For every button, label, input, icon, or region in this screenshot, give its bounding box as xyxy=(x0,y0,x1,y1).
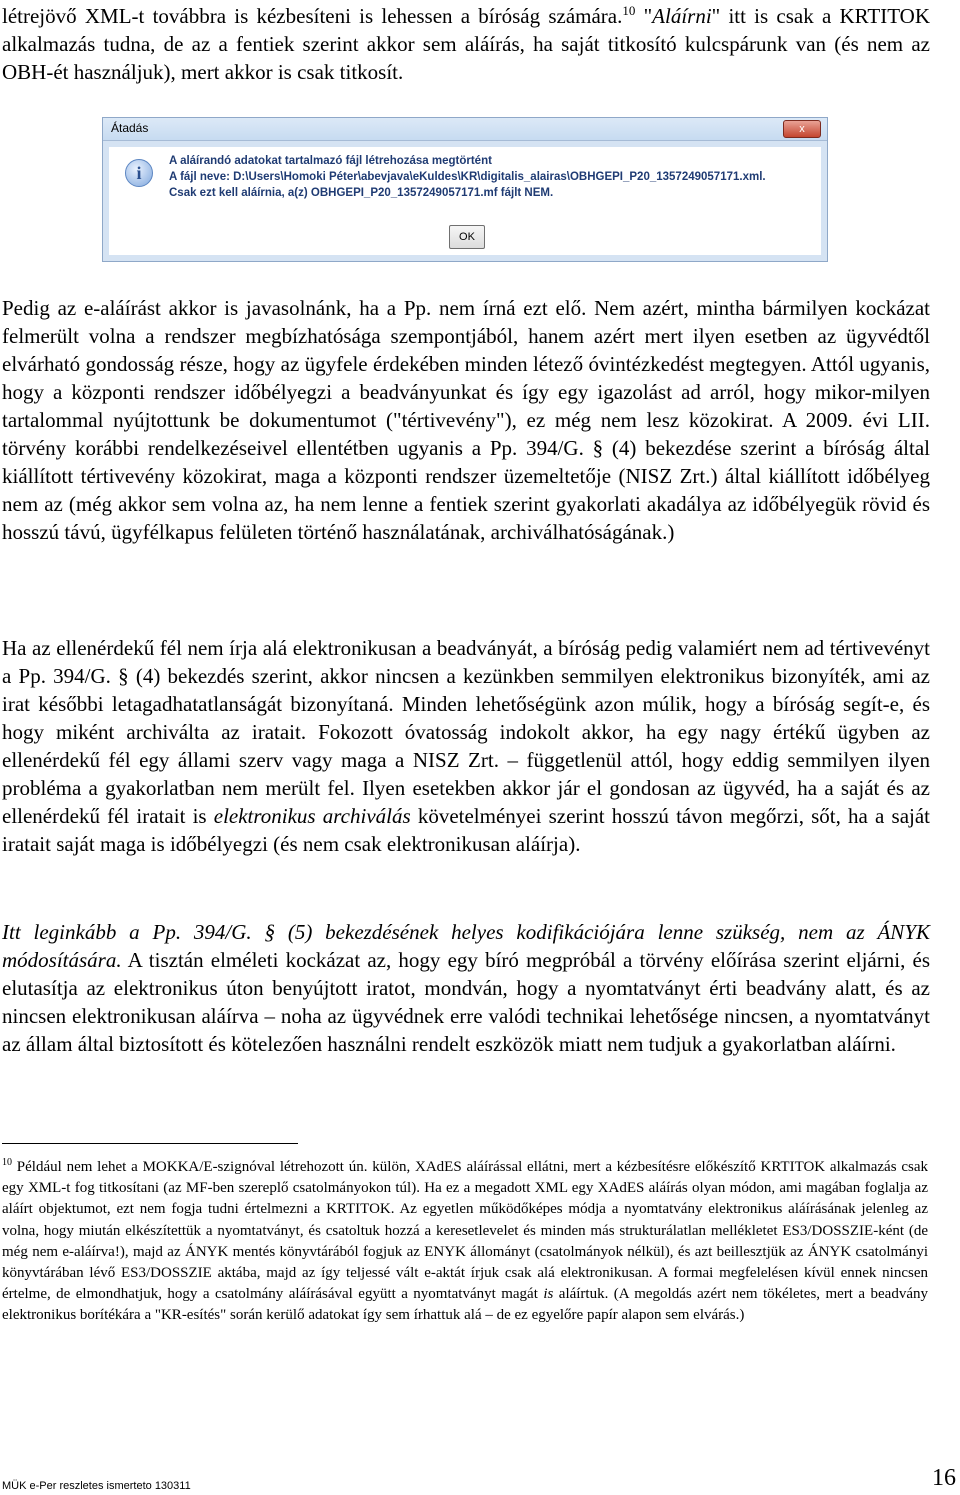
dialog-line: Csak ezt kell aláírnia, a(z) OBHGEPI_P20_1357249057171.mf fájlt NEM. xyxy=(169,187,554,199)
paragraph-italic: Itt leginkább a Pp. 394/G. § (5) bekezdésének helyes kodifikációjára lenne szükség, nem az ÁNYK módosítására. xyxy=(2,920,930,972)
dialog-message xyxy=(169,153,766,201)
intro-paragraph xyxy=(2,2,930,86)
paragraph-text: A tisztán elméleti kockázat az, hogy egy bíró megpróbál a törvény előírása szerint eljárni, és elutasítja az elektronikus úton benyújtott iratot, mondván, hogy a nyomtatványt érti beadvány alatt, és az nincsen elektronikusan aláírva – noha az ügyvédnek erre valódi technikai lehetősége nincsen, a nyomtatványt az állam által biztosított és kötelezően használni rendelt eszközök miatt nem tudjuk a gyakorlatban aláírni. xyxy=(2,948,930,1056)
dialog-title: Átadás xyxy=(111,121,149,135)
dialog-titlebar xyxy=(103,118,827,141)
close-icon: x xyxy=(783,120,821,138)
footnote xyxy=(2,1157,928,1327)
footnote-italic: is xyxy=(543,1286,554,1303)
footnote-ref[interactable]: 10 xyxy=(622,3,636,18)
intro-text: " itt is csak a KRTITOK alkalmazás tudna, de az a fentiek szerint akkor sem aláírás, ha saját titkosító kulcspárunk van (és nem az OBH-ét használjuk), mert akkor is csak titkosít. xyxy=(2,4,930,84)
footnote-number: 10 xyxy=(2,1157,12,1168)
paragraph-text: követelményei szerint hosszú távon megőrzi, sőt, ha a saját iratait saját maga is időbélyegzi (és nem csak elektronikusan aláírja). xyxy=(2,804,931,856)
footnote-separator xyxy=(2,1143,298,1144)
paragraph-text: Ha az ellenérdekű fél nem írja alá elektronikusan a beadványát, a bíróság pedig valamiért nem ad tértivevényt a Pp. 394/G. § (4) bekezdés szerint, akkor nincsen a kezünkben semmilyen elektronikus bizonyíték, ami az irat későbbi letagadhatatlanságát bizonyítaná. Minden lehetőségünk azon múlik, hogy a bíróság segít-e, és hogy miként archiválta az iratait. Fokozott óvatosság indokolt akkor, ha egy nagy értékű ügyben az ellenérdekű fél egy állami szerv vagy maga a NISZ Zrt. – függetlenül attól, hogy eddig semmilyen ilyen probléma a gyakorlatban nem merült fel. Ilyen esetekben akkor jár el gondosan az ügyvéd, ha a saját és az ellenérdekű fél iratait is xyxy=(2,636,930,828)
footnote-text: Például nem lehet a MOKKA/E-szignóval létrehozott ún. külön, XAdES aláírással ellátni, mert a kézbesítésre előkészítő KRTITOK alkalmazás csak egy XML-t fog titkosítani (az MF-ben szereplő csatolmányokon túl). Ha ez a megadott XML egy XAdES aláírás olyan módon, ami magában foglalja az aláírt objektumot, ezt nem fogja tudni értelmezni a KRTITOK. Az egyetlen működőképes módja a nyomtatvány elektronikus aláírásának jelenleg az volna, hogy miután elkészítettük a nyomtatványt, és csatoltuk hozzá a keresetlevelet és minden más strukturálatlan mellékletet ES3/DOSSZIE-ként (de még nem e-aláírva!), majd az ÁNYK mentés könyvtárából fogjuk az ENYK állományt (csatolmányok nélkül), és azt beillesztjük az ÁNYK csatolmányi könyvtárában lévő ES3/DOSSZIE aktába, majd az így teljessé vált e-aktát írjuk csak alá elektronikusan. A formai megfelelésen kívül ennek nincsen értelme, de elmondhatjuk, hogy a csatolmány aláírásával együtt a nyomtatványt magát xyxy=(2,1159,928,1303)
paragraph-3 xyxy=(2,918,930,1058)
dialog-line: A aláírandó adatokat tartalmazó fájl létrehozása megtörtént xyxy=(169,155,492,167)
dialog-screenshot xyxy=(102,117,828,262)
footnote-text: aláírtuk. (A megoldás azért nem tökéletes, mert a beadvány elektronikus borítékára a "KR-esítés" során kerülő adatokat így sem írhattuk alá – de ez egyelőre papír alapon sem elvárás.) xyxy=(2,1286,928,1324)
info-icon: i xyxy=(125,159,153,187)
intro-text: létrejövő XML-t továbbra is kézbesíteni is lehessen a bíróság számára. xyxy=(2,4,623,28)
ok-button: OK xyxy=(449,225,485,249)
dialog-line: A fájl neve: D:\Users\Homoki Péter\abevjava\eKuldes\KR\digitalis_alairas\OBHGEPI_P20_1357249057171.xml. xyxy=(169,171,766,183)
intro-text: " xyxy=(635,4,653,28)
paragraph-2 xyxy=(2,634,930,858)
page-number: 16 xyxy=(932,1465,956,1491)
paragraph-italic: elektronikus archiválás xyxy=(213,804,411,828)
dialog-body xyxy=(103,141,827,261)
intro-italic: Aláírni xyxy=(652,4,712,28)
paragraph-1: Pedig az e-aláírást akkor is javasolnánk, ha a Pp. nem írná ezt elő. Nem azért, mintha bármilyen kockázat felmerült volna a rendszer megbízhatósága szempontjából, hanem azért mert ilyen esetben az ügyvédtől elvárható gondosság része, hogy az ügyfele érdekében minden létező óvintézkedést megtegyen. Attól ugyanis, hogy a központi rendszer időbélyegzi a beadványunkat és így egy igazolást ad arról, hogy mikor-milyen tartalommal nyújtottunk be dokumentumot ("tértivevény"), ez még nem lesz közokirat. A 2009. évi LII. törvény korábbi rendelkezéseivel ellentétben ugyanis a Pp. 394/G. § (4) bekezdése szerint a bíróság által kiállított tértivevény közokirat, maga a központi rendszer üzemeltetője (NISZ Zrt.) által kiállított időbélyeg nem az (még akkor sem volna az, ha nem lenne a fentiek szerint gyakorlati akadálya az időbélyegük rövid és hosszú távú, ügyfélkapus felületen történő használatának, archiválhatóságának.) xyxy=(2,296,930,544)
footer-doc-title: MÜK e-Per reszletes ismerteto 130311 xyxy=(2,1480,191,1492)
